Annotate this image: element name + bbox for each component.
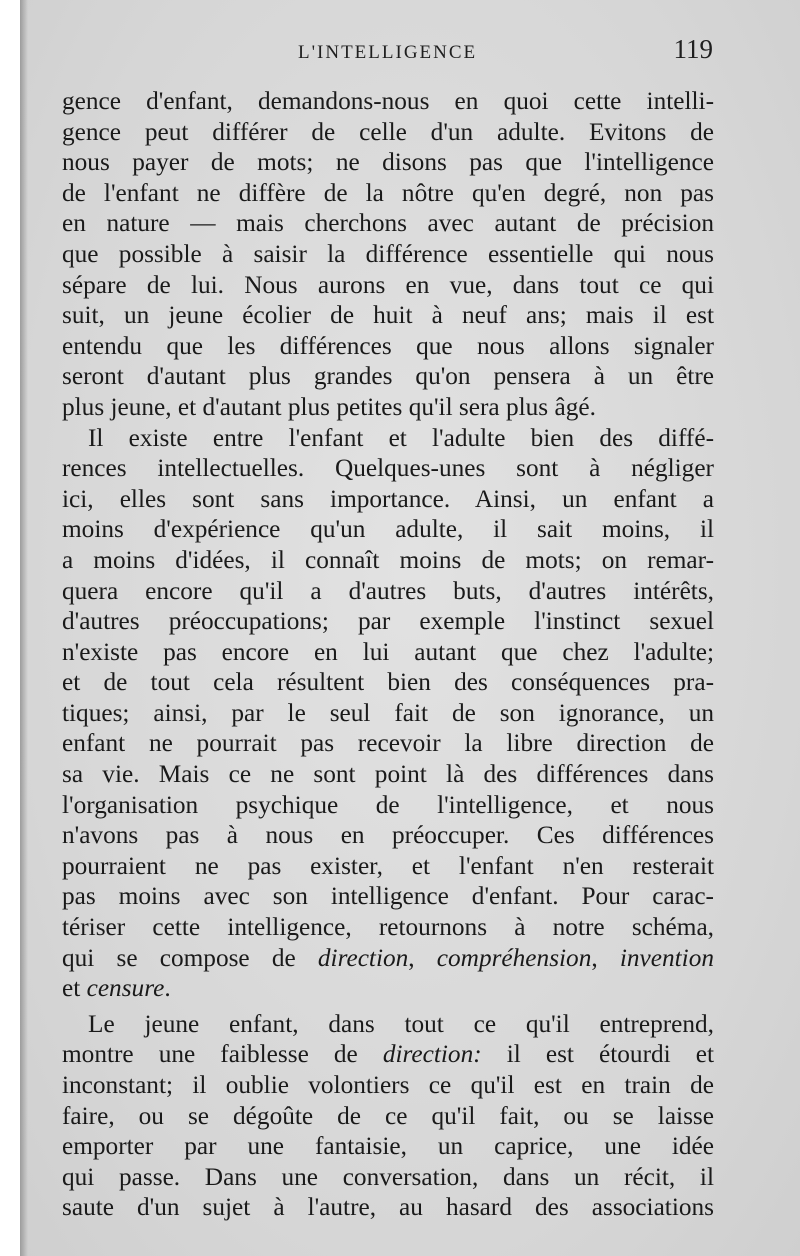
- text-line: [62, 973, 714, 1004]
- text-line: sa vie. Mais ce ne sont point là des différences dans: [62, 760, 714, 789]
- text-line: seront d'autant plus grandes qu'on pensera à un être: [62, 362, 714, 391]
- text-line: entendu que les différences que nous allons signaler: [62, 331, 714, 360]
- text-line: l'organisation psychique de l'intelligence, et nous: [62, 790, 714, 819]
- text-run: montre une faiblesse de: [62, 1040, 383, 1069]
- paragraph-3: [62, 1009, 714, 1223]
- italic-term-invention: invention: [619, 943, 714, 972]
- text-line: saute d'un sujet à l'autre, au hasard des associations: [62, 1193, 714, 1222]
- italic-term-comprehension: compréhension: [436, 943, 592, 972]
- text-line: moins d'expérience qu'un adulte, il sait moins, il: [62, 515, 714, 544]
- paragraph-1: [62, 86, 714, 423]
- page-gutter-shadow: [20, 0, 28, 1256]
- text-line: [62, 943, 714, 974]
- text-line: en nature — mais cherchons avec autant de précision: [62, 209, 714, 238]
- text-run: qui se compose de: [62, 943, 318, 972]
- text-line: n'existe pas encore en lui autant que chez l'adulte;: [62, 637, 714, 666]
- text-line: ici, elles sont sans importance. Ainsi, un enfant a: [62, 484, 714, 513]
- text-line: a moins d'idées, il connaît moins de mots; on remar-: [62, 545, 714, 574]
- body-text: [62, 86, 714, 1223]
- text-run: ,: [408, 943, 437, 972]
- text-line: rences intellectuelles. Quelques-unes sont à négliger: [62, 454, 714, 483]
- text-line: Il existe entre l'enfant et l'adulte bien des diffé-: [88, 423, 714, 452]
- text-line: d'autres préoccupations; par exemple l'instinct sexuel: [62, 607, 714, 636]
- italic-term-censure: censure: [86, 974, 165, 1003]
- text-run: et: [62, 974, 87, 1003]
- text-line: plus jeune, et d'autant plus petites qu'il sera plus âgé.: [62, 392, 596, 421]
- text-line: pas moins avec son intelligence d'enfant. Pour carac-: [62, 882, 714, 911]
- text-line: et de tout cela résultent bien des conséquences pra-: [62, 668, 714, 697]
- text-line: gence peut différer de celle d'un adulte. Evitons de: [62, 117, 714, 146]
- italic-term-direction: direction:: [382, 1040, 482, 1069]
- text-line: Le jeune enfant, dans tout ce qu'il entreprend,: [88, 1009, 714, 1038]
- text-line: tiques; ainsi, par le seul fait de son ignorance, un: [62, 698, 714, 727]
- text-line: quera encore qu'il a d'autres buts, d'autres intérêts,: [62, 576, 714, 605]
- text-line: sépare de lui. Nous aurons en vue, dans tout ce qui: [62, 270, 714, 299]
- text-line: pourraient ne pas exister, et l'enfant n'en resterait: [62, 851, 714, 880]
- text-line: suit, un jeune écolier de huit à neuf ans; mais il est: [62, 301, 714, 330]
- text-line: inconstant; il oublie volontiers ce qu'il est en train de: [62, 1071, 714, 1099]
- running-title: L'INTELLIGENCE: [298, 42, 478, 63]
- text-run: .: [164, 974, 171, 1003]
- text-line: faire, ou se dégoûte de ce qu'il fait, ou se laisse: [62, 1101, 714, 1130]
- text-line: emporter par une fantaisie, un caprice, une idée: [62, 1132, 714, 1161]
- text-line: enfant ne pourrait pas recevoir la libre direction de: [62, 729, 714, 758]
- text-line: tériser cette intelligence, retournons à notre schéma,: [62, 913, 714, 942]
- italic-term-direction: direction: [317, 943, 409, 972]
- text-line: qui passe. Dans une conversation, dans un récit, il: [62, 1162, 714, 1191]
- page-number: 119: [673, 34, 713, 64]
- text-run: il est étourdi et: [481, 1040, 714, 1069]
- text-line: nous payer de mots; ne disons pas que l'intelligence: [62, 148, 714, 177]
- paragraph-2: [62, 423, 714, 1004]
- text-line: que possible à saisir la différence essentielle qui nous: [62, 239, 714, 268]
- text-line: [62, 1039, 714, 1070]
- text-line: n'avons pas à nous en préoccuper. Ces différences: [62, 821, 714, 850]
- text-line: gence d'enfant, demandons-nous en quoi cette intelli-: [62, 87, 714, 115]
- text-run: ,: [591, 943, 620, 972]
- text-line: de l'enfant ne diffère de la nôtre qu'en degré, non pas: [62, 178, 714, 207]
